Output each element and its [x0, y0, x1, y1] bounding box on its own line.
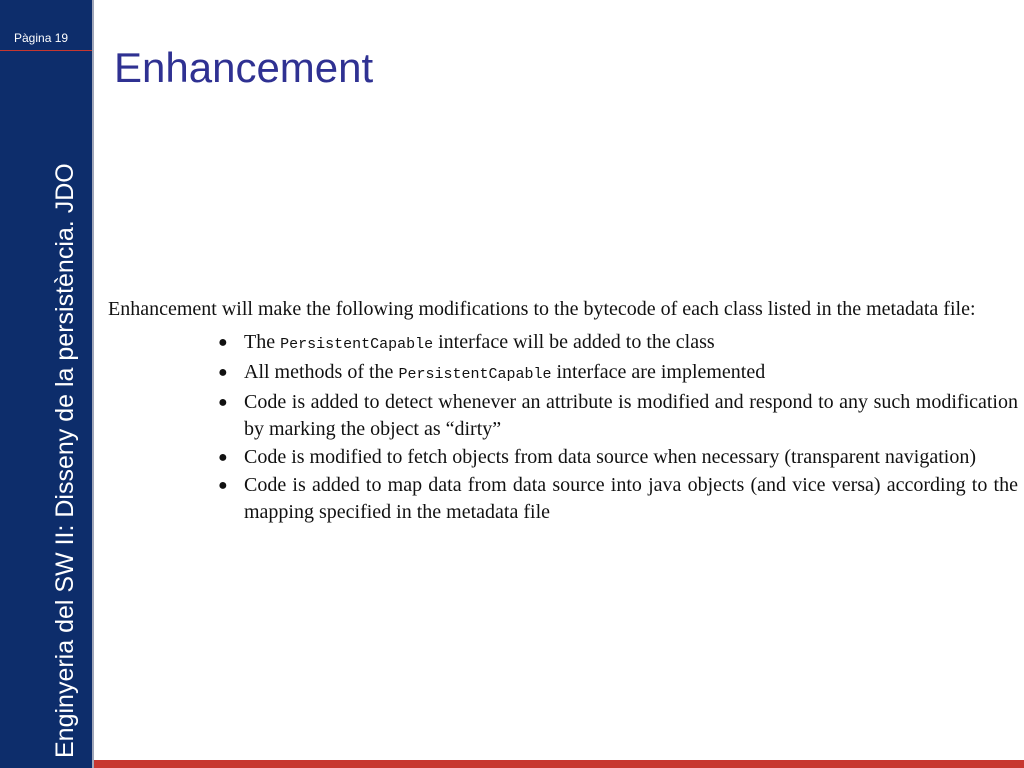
bottom-accent-bar	[94, 760, 1024, 768]
bullet-icon: ●	[218, 449, 228, 466]
sidebar-edge	[92, 0, 94, 768]
bullet-icon: ●	[218, 477, 228, 494]
intro-paragraph: Enhancement will make the following modifications to the bytecode of each class listed in the metadata file:	[108, 298, 976, 320]
bullet-list	[108, 329, 1018, 526]
slide-body	[108, 296, 1018, 527]
list-item: ● Code is modified to fetch objects from data source when necessary (transparent navigation)	[218, 444, 1018, 471]
course-title: Enginyeria del SW II: Disseny de la persistència. JDO	[51, 163, 79, 758]
code-term: PersistentCapable	[280, 336, 434, 353]
bottom-bar-left	[0, 760, 92, 768]
list-item: ● All methods of the PersistentCapable interface are implemented	[218, 359, 1018, 388]
page-number-divider	[0, 50, 92, 51]
sidebar	[0, 0, 92, 768]
slide-title: Enhancement	[114, 44, 374, 91]
bullet-icon: ●	[218, 334, 228, 351]
bullet-icon: ●	[218, 394, 228, 411]
list-item: ● The PersistentCapable interface will be added to the class	[218, 329, 1018, 358]
list-item: ● Code is added to detect whenever an attribute is modified and respond to any such modification by marking the object as “dirty”	[218, 391, 1018, 440]
code-term: PersistentCapable	[398, 366, 552, 383]
page-number: Pàgina 19	[14, 31, 69, 45]
list-item: ● Code is added to map data from data source into java objects (and vice versa) according to the mapping specified in the metadata file	[218, 474, 1018, 523]
bullet-icon: ●	[218, 364, 228, 381]
